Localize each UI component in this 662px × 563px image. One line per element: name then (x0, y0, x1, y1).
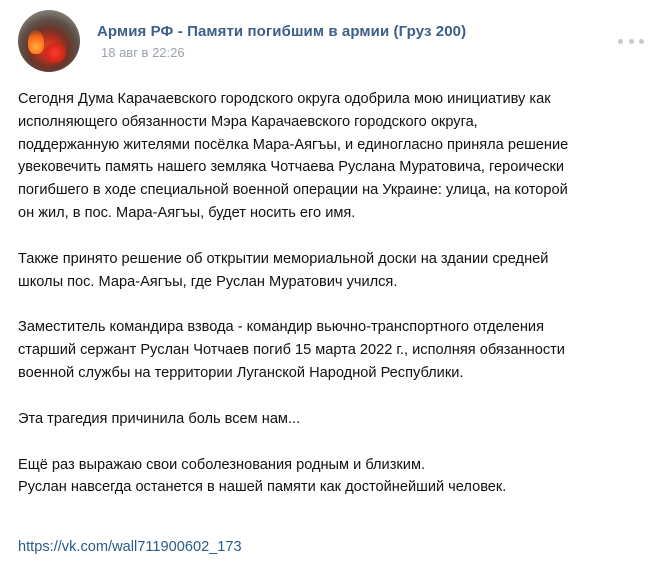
text-line: Сегодня Дума Карачаевского городского округа одобрила мою инициативу как (18, 91, 551, 107)
paragraph-4 (18, 408, 648, 431)
paragraph-1 (18, 88, 648, 225)
text-line: исполняющего обязанности Мэра Карачаевского городского округа, (18, 113, 478, 130)
text-line: Эта трагедия причинила боль всем нам... (18, 410, 301, 427)
post-text (18, 88, 648, 522)
paragraph-3 (18, 316, 648, 384)
dot (639, 39, 644, 44)
text-line: Также принято решение об открытии мемориальной доски на здании средней (18, 250, 549, 267)
text-line: увековечить память нашего земляка Чотчаева Руслана Муратовича, героически (18, 159, 565, 176)
post-date[interactable]: 18 авг в 22:26 (101, 45, 185, 60)
community-avatar[interactable] (18, 10, 80, 72)
flower-image (44, 43, 66, 63)
paragraph-5 (18, 454, 648, 500)
dot (629, 39, 634, 44)
text-line: поддержанную жителями посёлка Мара-Аягъы, и единогласно приняла решение (18, 136, 569, 153)
paragraph-2 (18, 248, 648, 294)
dot (618, 39, 623, 44)
post-author-link[interactable]: Армия РФ - Памяти погибшим в армии (Груз 200) (97, 23, 467, 40)
text-line: он жил, в пос. Мара-Аягъы, будет носить его имя. (18, 204, 356, 221)
post-header (18, 10, 644, 72)
more-dots-icon[interactable] (618, 36, 644, 46)
text-line: погибшего в ходе специальной военной операции на Украине: улица, на которой (18, 182, 568, 199)
text-line: Руслан навсегда останется в нашей памяти как достойнейший человек. (18, 479, 507, 496)
text-line: военной службы на территории Луганской Народной Республики. (18, 364, 464, 381)
post-link[interactable]: https://vk.com/wall711900602_173 (18, 539, 242, 555)
text-line: старший сержант Руслан Чотчаев погиб 15 марта 2022 г., исполняя обязанности (18, 342, 565, 359)
text-line: Заместитель командира взвода - командир вьючно-транспортного отделения (18, 319, 544, 336)
text-line: школы пос. Мара-Аягъы, где Руслан Муратович учился. (18, 273, 398, 290)
flame-image (28, 30, 44, 54)
text-line: Ещё раз выражаю свои соболезнования родным и близким. (18, 456, 426, 473)
